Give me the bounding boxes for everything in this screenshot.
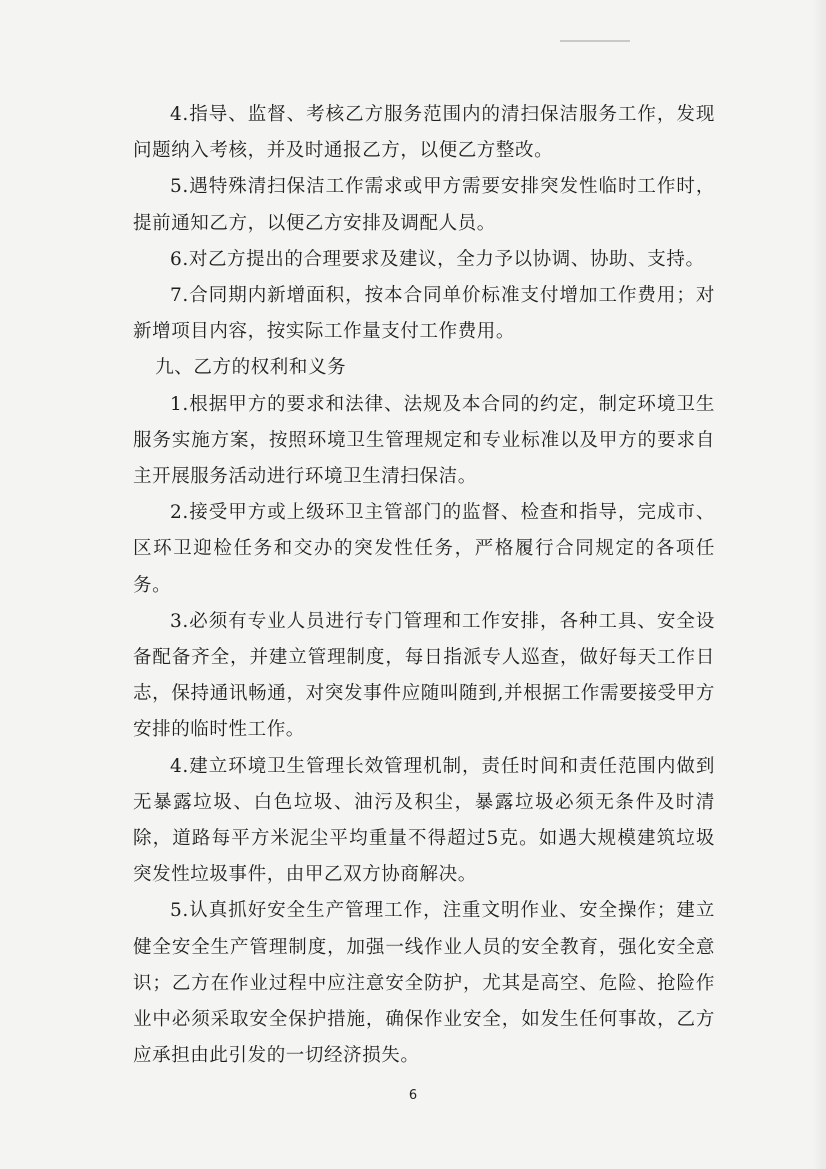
scan-mark [560,40,630,42]
clause-9-2: 2.接受甲方或上级环卫主管部门的监督、检查和指导，完成市、区环卫迎检任务和交办的突发性任务，严格履行合同规定的各项任务。 [133,502,715,596]
body-text [133,97,715,1074]
clause-8-6: 6.对乙方提出的合理要求及建议，全力予以协调、协助、支持。 [170,248,705,270]
clause-9-3: 3.必须有专业人员进行专门管理和工作安排，各种工具、安全设备配备齐全，并建立管理制度，每日指派专人巡查，做好每天工作日志，保持通讯畅通，对突发事件应随叫随到,并根据工作需要接受甲方安排的临时性工作。 [133,610,715,741]
clause-9-1: 1.根据甲方的要求和法律、法规及本合同的约定，制定环境卫生服务实施方案，按照环境卫生管理规定和专业标准以及甲方的要求自主开展服务活动进行环境卫生清扫保洁。 [133,393,715,488]
page-number: 6 [408,1088,418,1103]
section-heading: 九、乙方的权利和义务 [155,357,347,379]
clause-8-7: 7.合同期内新增面积，按本合同单价标准支付增加工作费用；对新增项目内容，按实际工作量支付工作费用。 [133,285,715,343]
clause-8-4: 4.指导、监督、考核乙方服务范围内的清扫保洁服务工作，发现问题纳入考核，并及时通报乙方，以便乙方整改。 [133,104,715,162]
clause-9-4: 4.建立环境卫生管理长效管理机制，责任时间和责任范围内做到无暴露垃圾、白色垃圾、油污及积尘，暴露垃圾必须无条件及时清除，道路每平方米泥尘平均重量不得超过5克。如遇大规模建筑垃圾突发性垃圾事件，由甲乙双方协商解决。 [133,755,715,886]
clause-8-5: 5.遇特殊清扫保洁工作需求或甲方需要安排突发性临时工作时，提前通知乙方，以便乙方安排及调配人员。 [133,176,715,234]
scan-edge [812,0,826,1169]
clause-9-5: 5.认真抓好安全生产管理工作，注重文明作业、安全操作；建立健全安全生产管理制度，加强一线作业人员的安全教育，强化安全意识；乙方在作业过程中应注意安全防护，尤其是高空、危险、抢险作业中必须采取安全保护措施，确保作业安全，如发生任何事故，乙方应承担由此引发的一切经济损失。 [133,900,715,1067]
